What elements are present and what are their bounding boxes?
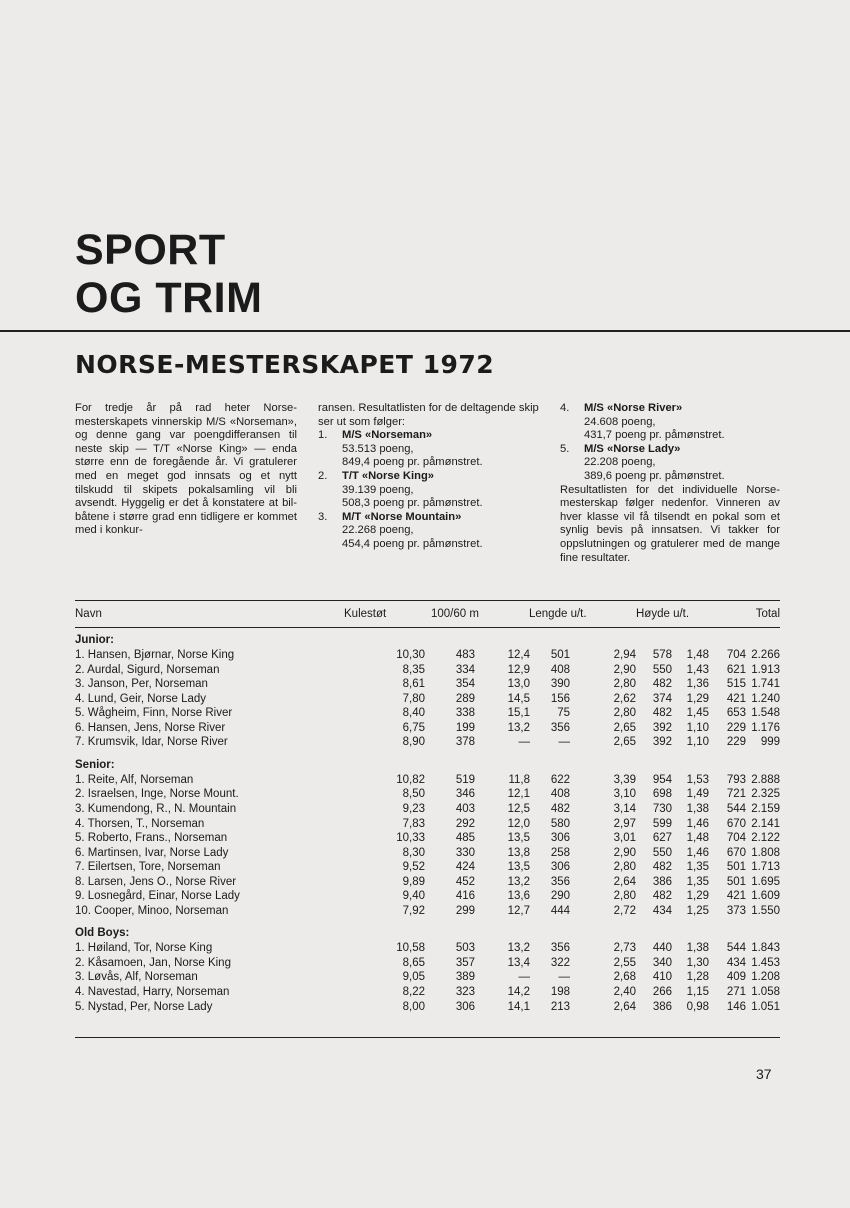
total-points: 1.550	[751, 904, 780, 917]
shot-result: 8,00	[402, 1000, 425, 1013]
sprint-points: 306	[550, 861, 570, 874]
high-points: 704	[726, 649, 746, 661]
long-points: 482	[652, 890, 672, 903]
article-column-3	[560, 402, 780, 565]
header-shot: Kulestøt	[344, 608, 387, 620]
total-points: 1.609	[751, 890, 780, 903]
page-heading	[75, 226, 262, 322]
sprint-points: 306	[550, 832, 570, 845]
athlete-name: 5. Roberto, Frans., Norseman	[75, 832, 228, 845]
long-points: 550	[652, 663, 672, 676]
athlete-name: 7. Eilertsen, Tore, Norseman	[75, 861, 221, 874]
high-result: 1,36	[686, 678, 709, 691]
shot-points: 403	[455, 802, 475, 815]
sprint-points: 258	[550, 846, 570, 859]
high-result: 1,49	[686, 788, 709, 801]
long-result: 2,80	[613, 890, 636, 903]
total-points: 2.122	[751, 832, 780, 845]
total-points: 1.453	[751, 956, 780, 969]
shot-points: 354	[455, 678, 475, 691]
high-points: 421	[726, 890, 746, 903]
sprint-result: 14,2	[507, 986, 530, 998]
table-row	[75, 818, 780, 833]
ranking-points: 22.208 poeng,	[584, 456, 656, 469]
table-row	[75, 722, 780, 737]
total-points: 2.266	[751, 649, 780, 661]
sprint-points: 580	[550, 817, 570, 830]
athlete-name: 3. Janson, Per, Norseman	[75, 678, 208, 691]
ranking-ship: M/S «Norseman»	[342, 429, 433, 442]
sprint-result: —	[518, 971, 530, 984]
ranking-ship-line	[318, 511, 540, 525]
long-result: 2,90	[613, 846, 636, 859]
long-result: 2,65	[613, 736, 636, 749]
sprint-result: 13,4	[507, 956, 530, 969]
total-points: 2.888	[751, 773, 780, 786]
high-points: 544	[726, 802, 746, 815]
column-3-outro: Resultatlisten for det individuelle Norse-mesterskap følger nedenfor. Vinneren av hver klasse vil få tilsendt en pokal som et synlig bevis på innsatsen. Vi takker for oppslutningen og gratulerer med de mange fine resultater.	[560, 483, 780, 564]
high-result: 1,25	[686, 904, 709, 917]
long-result: 3,39	[613, 773, 636, 786]
total-points: 2.325	[751, 788, 780, 801]
high-points: 621	[726, 663, 746, 676]
high-result: 1,15	[686, 986, 709, 998]
athlete-name: 3. Løvås, Alf, Norseman	[75, 971, 198, 984]
table-row	[75, 1001, 780, 1016]
shot-result: 7,83	[402, 817, 425, 830]
long-result: 2,64	[613, 1000, 636, 1013]
shot-result: 7,80	[402, 692, 425, 705]
shot-points: 306	[455, 1000, 475, 1013]
long-points: 392	[652, 736, 672, 749]
table-header-rule	[75, 627, 780, 628]
shot-points: 483	[455, 649, 475, 661]
shot-points: 199	[455, 721, 475, 734]
ranking-per-crew: 431,7 poeng pr. påmønstret.	[584, 429, 725, 442]
sprint-points: 444	[550, 904, 570, 917]
athlete-name: 1. Hansen, Bjørnar, Norse King	[75, 649, 235, 661]
high-result: 1,35	[686, 875, 709, 888]
ranking-per-crew: 389,6 poeng pr. påmønstret.	[584, 469, 725, 482]
long-result: 2,40	[613, 986, 636, 998]
long-result: 3,10	[613, 788, 636, 801]
table-row	[75, 847, 780, 862]
high-result: 1,45	[686, 707, 709, 720]
long-result: 3,14	[613, 802, 636, 815]
high-points: 229	[726, 736, 746, 749]
high-result: 1,28	[686, 971, 709, 984]
long-result: 3,01	[613, 832, 636, 845]
sprint-points: —	[558, 736, 570, 749]
ranking-entry	[318, 511, 540, 552]
header-long: Lengde u/t.	[529, 608, 587, 620]
sprint-points: 622	[550, 773, 570, 786]
high-result: 1,38	[686, 942, 709, 955]
shot-points: 416	[455, 890, 475, 903]
ranking-ship: M/S «Norse River»	[584, 402, 683, 414]
total-points: 999	[760, 736, 780, 749]
long-result: 2,65	[613, 721, 636, 734]
sprint-points: 408	[550, 788, 570, 801]
shot-points: 338	[455, 707, 475, 720]
shot-points: 357	[455, 956, 475, 969]
article-column-1: For tredje år på rad heter Norse-mesterskapets vinnerskip M/S «Norseman», og denne gang var poengdifferansen til neste skip — T/T «Norse King» — enda større enn de foregående år. Vi gratulerer med en meget god innsats og et nytt tilskudd til skipets pokalsamling vil bli avsendt. Hyggelig er det å konstatere at bil-båtene i større grad enn tidligere er kommet med i konkur-	[75, 402, 297, 537]
shot-result: 6,75	[402, 721, 425, 734]
table-row	[75, 788, 780, 803]
total-points: 2.141	[751, 817, 780, 830]
shot-points: 503	[455, 942, 475, 955]
sprint-points: 408	[550, 663, 570, 676]
high-result: 1,29	[686, 692, 709, 705]
shot-points: 424	[455, 861, 475, 874]
ranking-ship-line	[560, 402, 780, 416]
sprint-result: 15,1	[507, 707, 530, 720]
high-result: 1,48	[686, 832, 709, 845]
high-result: 1,10	[686, 721, 709, 734]
high-points: 515	[726, 678, 746, 691]
long-points: 578	[652, 649, 672, 661]
sprint-result: 12,9	[507, 663, 530, 676]
ranking-per-crew: 849,4 poeng pr. påmønstret.	[342, 456, 483, 469]
sprint-result: 12,7	[507, 904, 530, 917]
total-points: 1.051	[751, 1000, 780, 1013]
table-row	[75, 986, 780, 1001]
ranking-number: 5.	[560, 442, 570, 455]
long-result: 2,72	[613, 904, 636, 917]
table-row	[75, 876, 780, 891]
athlete-name: 3. Kumendong, R., N. Mountain	[75, 802, 237, 815]
shot-result: 8,22	[402, 986, 425, 998]
shot-result: 8,90	[402, 736, 425, 749]
shot-points: 292	[455, 817, 475, 830]
high-points: 704	[726, 832, 746, 845]
high-points: 434	[726, 956, 746, 969]
high-result: 1,38	[686, 802, 709, 815]
shot-points: 485	[455, 832, 475, 845]
shot-result: 10,58	[396, 942, 425, 955]
ranking-number: 1.	[318, 429, 328, 442]
long-points: 340	[652, 956, 672, 969]
sprint-result: 13,5	[507, 832, 530, 845]
shot-points: 334	[455, 663, 475, 676]
table-row	[75, 803, 780, 818]
ranking-number: 3.	[318, 510, 328, 523]
heading-rule	[0, 330, 850, 332]
long-points: 698	[652, 788, 672, 801]
long-points: 434	[652, 904, 672, 917]
high-points: 721	[726, 788, 746, 801]
table-row	[75, 664, 780, 679]
high-points: 544	[726, 942, 746, 955]
total-points: 2.159	[751, 802, 780, 815]
shot-result: 7,92	[402, 904, 425, 917]
header-sprint: 100/60 m	[431, 608, 479, 620]
page-number: 37	[756, 1066, 772, 1082]
sprint-points: 75	[557, 707, 570, 720]
sprint-result: 12,5	[507, 802, 530, 815]
sprint-points: 213	[550, 1000, 570, 1013]
shot-points: 378	[455, 736, 475, 749]
high-points: 670	[726, 846, 746, 859]
table-row	[75, 678, 780, 693]
high-result: 1,46	[686, 846, 709, 859]
total-points: 1.240	[751, 692, 780, 705]
ranking-per-crew: 454,4 poeng pr. påmønstret.	[342, 537, 483, 550]
athlete-name: 10. Cooper, Minoo, Norseman	[75, 904, 229, 917]
table-row	[75, 905, 780, 920]
sprint-points: 356	[550, 942, 570, 955]
shot-points: 289	[455, 692, 475, 705]
sprint-result: 13,2	[507, 942, 530, 955]
athlete-name: 4. Navestad, Harry, Norseman	[75, 986, 230, 998]
sprint-points: 390	[550, 678, 570, 691]
high-result: 1,46	[686, 817, 709, 830]
ranking-ship-line	[318, 429, 540, 443]
article-subtitle: NORSE-MESTERSKAPET 1972	[75, 350, 495, 379]
long-points: 392	[652, 721, 672, 734]
high-result: 0,98	[686, 1000, 709, 1013]
table-row	[75, 832, 780, 847]
ranking-entry	[318, 470, 540, 511]
high-points: 501	[726, 861, 746, 874]
table-row	[75, 942, 780, 957]
athlete-name: 1. Reite, Alf, Norseman	[75, 773, 194, 786]
athlete-name: 1. Høiland, Tor, Norse King	[75, 942, 213, 955]
long-result: 2,90	[613, 663, 636, 676]
sprint-points: 501	[550, 649, 570, 661]
long-points: 482	[652, 707, 672, 720]
group-label: Junior:	[75, 634, 114, 646]
shot-result: 9,23	[402, 802, 425, 815]
long-points: 550	[652, 846, 672, 859]
long-points: 374	[652, 692, 672, 705]
total-points: 1.176	[751, 721, 780, 734]
ranking-points: 22.268 poeng,	[342, 524, 414, 537]
sprint-points: 322	[550, 956, 570, 969]
header-name: Navn	[75, 608, 102, 620]
shot-points: 299	[455, 904, 475, 917]
column-2-intro: ransen. Resultatlisten for de deltagende skip ser ut som følger:	[318, 402, 539, 428]
long-points: 482	[652, 861, 672, 874]
sprint-points: 156	[550, 692, 570, 705]
shot-result: 9,52	[402, 861, 425, 874]
sprint-points: 290	[550, 890, 570, 903]
table-row	[75, 971, 780, 986]
high-result: 1,48	[686, 649, 709, 661]
long-result: 2,64	[613, 875, 636, 888]
high-result: 1,35	[686, 861, 709, 874]
long-result: 2,94	[613, 649, 636, 661]
sprint-result: 13,0	[507, 678, 530, 691]
shot-result: 10,82	[396, 773, 425, 786]
sprint-result: 14,1	[507, 1000, 530, 1013]
long-result: 2,97	[613, 817, 636, 830]
high-points: 793	[726, 773, 746, 786]
total-points: 1.741	[751, 678, 780, 691]
sprint-points: —	[558, 971, 570, 984]
ranking-points: 39.139 poeng,	[342, 483, 414, 496]
long-result: 2,68	[613, 971, 636, 984]
sprint-points: 482	[550, 802, 570, 815]
heading-line-2: OG TRIM	[75, 274, 263, 322]
long-points: 627	[652, 832, 672, 845]
shot-result: 9,05	[402, 971, 425, 984]
high-points: 271	[726, 986, 746, 998]
total-points: 1.548	[751, 707, 780, 720]
athlete-name: 2. Kåsamoen, Jan, Norse King	[75, 956, 231, 969]
ranking-ship-line	[560, 443, 780, 457]
sprint-result: 12,4	[507, 649, 530, 661]
sprint-points: 198	[550, 986, 570, 998]
total-points: 1.058	[751, 986, 780, 998]
long-points: 386	[652, 875, 672, 888]
total-points: 1.808	[751, 846, 780, 859]
shot-points: 323	[455, 986, 475, 998]
high-result: 1,53	[686, 773, 709, 786]
ranking-points: 24.608 poeng,	[584, 415, 656, 428]
article-column-2	[318, 402, 540, 552]
high-points: 146	[726, 1000, 746, 1013]
sprint-result: 13,2	[507, 875, 530, 888]
long-points: 599	[652, 817, 672, 830]
long-result: 2,73	[613, 942, 636, 955]
shot-result: 8,65	[402, 956, 425, 969]
long-points: 440	[652, 942, 672, 955]
long-points: 730	[652, 802, 672, 815]
ranking-number: 2.	[318, 469, 328, 482]
long-result: 2,55	[613, 956, 636, 969]
shot-result: 10,30	[396, 649, 425, 661]
sprint-result: 12,1	[507, 788, 530, 801]
table-bottom-rule	[75, 1037, 780, 1038]
high-points: 373	[726, 904, 746, 917]
shot-points: 330	[455, 846, 475, 859]
high-points: 229	[726, 721, 746, 734]
shot-points: 519	[455, 773, 475, 786]
header-high: Høyde u/t.	[636, 608, 690, 620]
long-result: 2,80	[613, 861, 636, 874]
table-row	[75, 649, 780, 664]
ranking-points: 53.513 poeng,	[342, 442, 414, 455]
group-label: Senior:	[75, 758, 115, 771]
high-points: 653	[726, 707, 746, 720]
high-points: 421	[726, 692, 746, 705]
athlete-name: 5. Wågheim, Finn, Norse River	[75, 707, 233, 720]
high-points: 670	[726, 817, 746, 830]
table-row	[75, 736, 780, 751]
ranking-ship: M/S «Norse Lady»	[584, 442, 681, 455]
group-label: Old Boys:	[75, 927, 130, 940]
athlete-name: 6. Hansen, Jens, Norse River	[75, 721, 226, 734]
shot-result: 8,40	[402, 707, 425, 720]
long-points: 386	[652, 1000, 672, 1013]
shot-result: 9,89	[402, 875, 425, 888]
long-result: 2,62	[613, 692, 636, 705]
athlete-name: 6. Martinsen, Ivar, Norse Lady	[75, 846, 229, 859]
ranking-ship: M/T «Norse Mountain»	[342, 510, 462, 523]
sprint-result: 12,0	[507, 817, 530, 830]
high-points: 409	[726, 971, 746, 984]
total-points: 1.695	[751, 875, 780, 888]
athlete-name: 7. Krumsvik, Idar, Norse River	[75, 736, 228, 749]
high-result: 1,10	[686, 736, 709, 749]
long-points: 954	[652, 773, 672, 786]
sprint-result: 13,2	[507, 721, 530, 734]
shot-points: 389	[455, 971, 475, 984]
athlete-name: 4. Thorsen, T., Norseman	[75, 817, 205, 830]
table-row	[75, 957, 780, 972]
header-total: Total	[755, 608, 780, 620]
ranking-number: 4.	[560, 402, 570, 414]
ranking-entry	[560, 443, 780, 484]
sprint-result: 13,5	[507, 861, 530, 874]
long-points: 410	[652, 971, 672, 984]
high-points: 501	[726, 875, 746, 888]
long-result: 2,80	[613, 678, 636, 691]
sprint-result: 14,5	[507, 692, 530, 705]
table-row	[75, 890, 780, 905]
shot-result: 8,35	[402, 663, 425, 676]
total-points: 1.913	[751, 663, 780, 676]
long-points: 482	[652, 678, 672, 691]
total-points: 1.843	[751, 942, 780, 955]
athlete-name: 9. Losnegård, Einar, Norse Lady	[75, 890, 240, 903]
total-points: 1.208	[751, 971, 780, 984]
shot-result: 9,40	[402, 890, 425, 903]
athlete-name: 2. Aurdal, Sigurd, Norseman	[75, 663, 220, 676]
table-top-rule	[75, 600, 780, 601]
ranking-entry	[318, 429, 540, 470]
heading-line-1: SPORT	[75, 226, 226, 274]
shot-result: 10,33	[396, 832, 425, 845]
high-result: 1,30	[686, 956, 709, 969]
athlete-name: 8. Larsen, Jens O., Norse River	[75, 875, 237, 888]
ranking-ship: T/T «Norse King»	[342, 469, 435, 482]
high-result: 1,43	[686, 663, 709, 676]
athlete-name: 5. Nystad, Per, Norse Lady	[75, 1000, 213, 1013]
shot-points: 346	[455, 788, 475, 801]
shot-result: 8,30	[402, 846, 425, 859]
athlete-name: 2. Israelsen, Inge, Norse Mount.	[75, 788, 239, 801]
shot-points: 452	[455, 875, 475, 888]
table-row	[75, 861, 780, 876]
sprint-points: 356	[550, 875, 570, 888]
shot-result: 8,50	[402, 788, 425, 801]
long-result: 2,80	[613, 707, 636, 720]
total-points: 1.713	[751, 861, 780, 874]
ranking-per-crew: 508,3 poeng pr. påmønstret.	[342, 497, 483, 510]
sprint-points: 356	[550, 721, 570, 734]
high-result: 1,29	[686, 890, 709, 903]
ranking-ship-line	[318, 470, 540, 484]
table-row	[75, 707, 780, 722]
athlete-name: 4. Lund, Geir, Norse Lady	[75, 692, 207, 705]
sprint-result: 13,6	[507, 890, 530, 903]
table-row	[75, 693, 780, 708]
table-row	[75, 774, 780, 789]
sprint-result: 11,8	[508, 773, 530, 786]
shot-result: 8,61	[402, 678, 425, 691]
sprint-result: 13,8	[507, 846, 530, 859]
ranking-entry	[560, 402, 780, 443]
sprint-result: —	[518, 736, 530, 749]
long-points: 266	[652, 986, 672, 998]
